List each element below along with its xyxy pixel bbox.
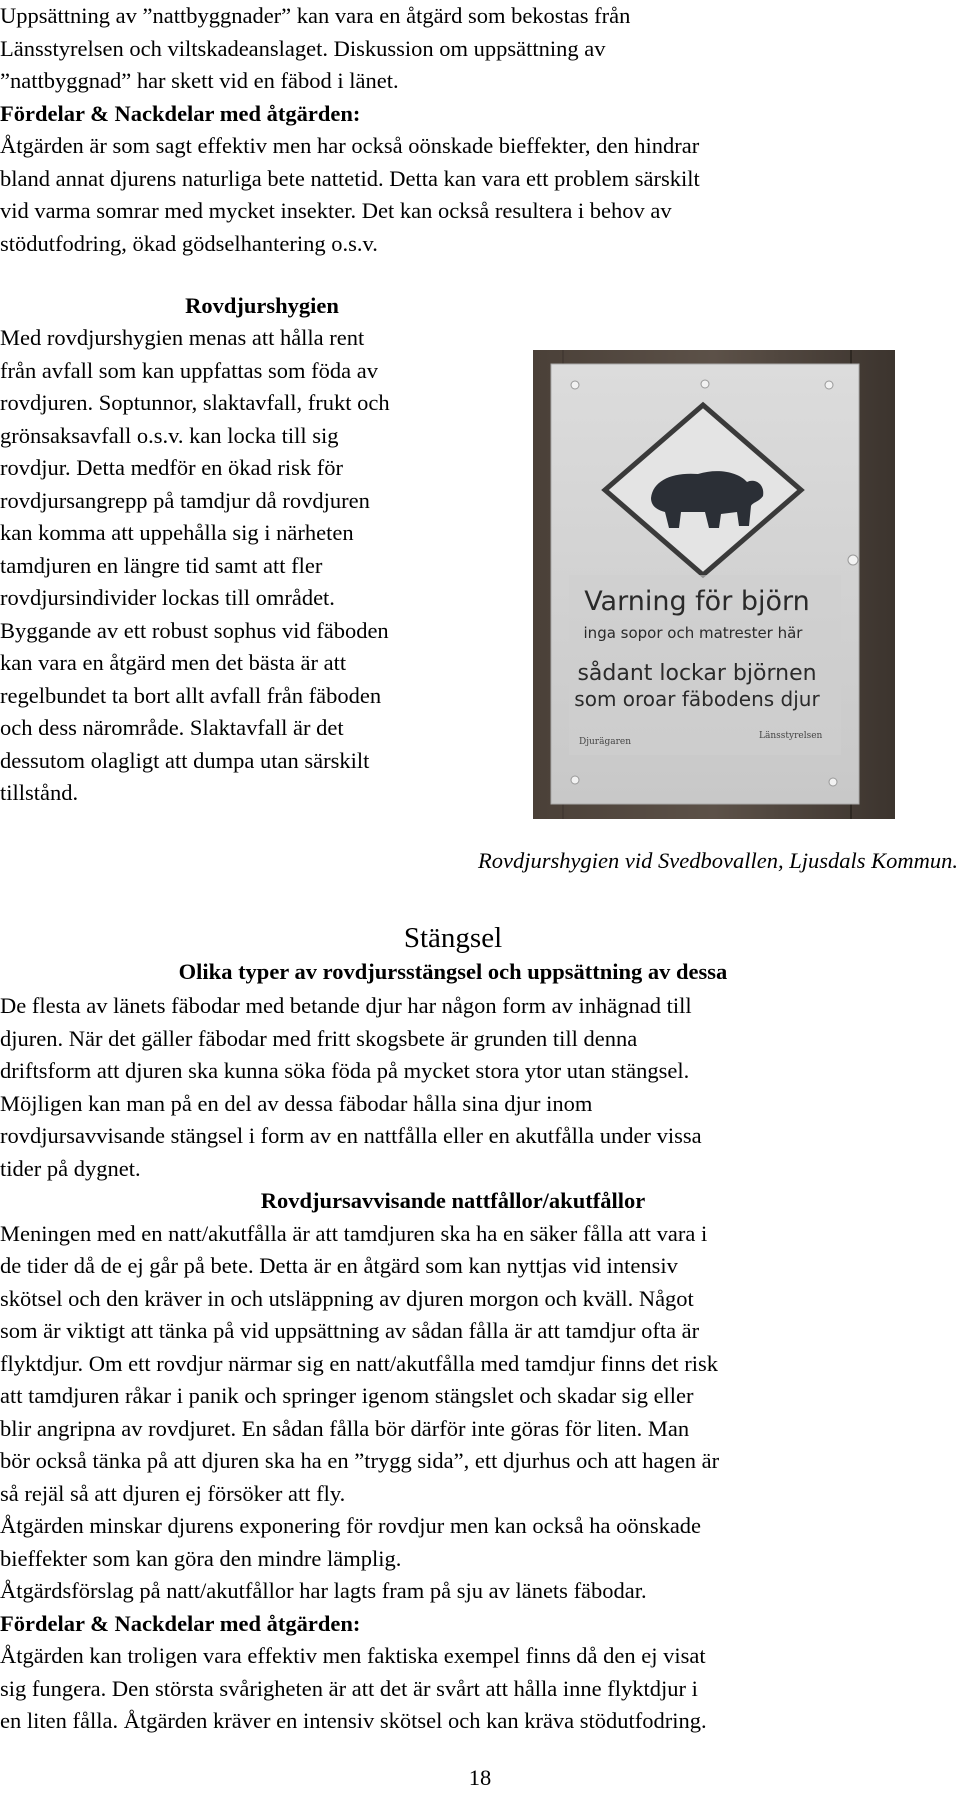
pros-cons-line: sig fungera. Den största svårigheten är att det är svårt att hålla inne flyktdjur i — [0, 1675, 698, 1701]
body-line: tider på dygnet. — [0, 1155, 141, 1181]
section-heading: Rovdjurshygien — [185, 293, 339, 318]
body-line: tillstånd. — [0, 780, 79, 805]
rovdjurshygien-body — [0, 322, 530, 810]
body-line: skötsel och den kräver in och utsläppning av djuren morgon och kväll. Något — [0, 1285, 694, 1311]
sign-title: Varning för björn — [584, 586, 810, 617]
pros-cons-line: bland annat djurens naturliga bete nattetid. Detta kan vara ett problem särskilt — [0, 165, 700, 191]
body-line: och dess närområde. Slaktavfall är det — [0, 715, 344, 740]
pros-cons-line: vid varma somrar med mycket insekter. Det kan också resultera i behov av — [0, 198, 672, 223]
pros-cons-line: Åtgärden kan troligen vara effektiv men faktiska exempel finns då den ej visat — [0, 1643, 706, 1668]
body-line: Åtgärden minskar djurens exponering för rovdjur men kan också ha oönskade — [0, 1513, 702, 1538]
body-line: driftsform att djuren ska kunna söka föda på mycket stora ytor utan stängsel. — [0, 1058, 690, 1083]
body-line: rovdjuren. Soptunnor, slaktavfall, frukt och — [0, 390, 390, 415]
body-line: grönsaksavfall o.s.v. kan locka till sig — [0, 422, 339, 448]
body-line: Med rovdjurshygien menas att hålla rent — [0, 325, 365, 350]
sign-footer-right: Länsstyrelsen — [759, 731, 823, 741]
section-title: Stängsel — [403, 922, 503, 954]
stangsel-section — [0, 920, 906, 988]
body-line: Meningen med en natt/akutfålla är att tamdjuren ska ha en säker fålla att vara i — [0, 1220, 708, 1246]
bear-warning-sign-photo — [533, 350, 895, 819]
page-number: 18 — [468, 1765, 492, 1790]
sign-line: som oroar fäbodens djur — [574, 687, 820, 711]
body-line: kan komma att uppehålla sig i närheten — [0, 520, 354, 545]
sign-line: sådant lockar björnen — [577, 661, 817, 686]
body-line: så rejäl så att djuren ej försöker att fly. — [0, 1480, 346, 1506]
intro-line: Länsstyrelsen och viltskadeanslaget. Diskussion om uppsättning av — [0, 35, 606, 61]
body-line: att tamdjuren råkar i panik och springer igenom stängslet och skadar sig eller — [0, 1383, 694, 1408]
body-line: kan vara en åtgärd men det bästa är att — [0, 650, 347, 675]
body-line: dessutom olagligt att dumpa utan särskilt — [0, 747, 370, 773]
body-line: bör också tänka på att djuren ska ha en ”trygg sida”, ett djurhus och att hagen är — [0, 1448, 720, 1473]
body-line: från avfall som kan uppfattas som föda av — [0, 357, 379, 383]
sign-footer-left: Djurägaren — [579, 737, 632, 747]
body-line: De flesta av länets fäbodar med betande djur har någon form av inhägnad till — [0, 993, 692, 1018]
body-line: rovdjursavvisande stängsel i form av en nattfålla eller en akutfålla under vissa — [0, 1123, 702, 1148]
body-line: Byggande av ett robust sophus vid fäboden — [0, 617, 389, 643]
stangsel-body — [0, 990, 960, 1738]
body-line: Möjligen kan man på en del av dessa fäbodar hålla sina djur inom — [0, 1090, 593, 1116]
body-line: bieffekter som kan göra den mindre lämplig. — [0, 1545, 402, 1571]
body-line: rovdjursangrepp på tamdjur då rovdjuren — [0, 487, 370, 513]
body-line: regelbundet ta bort allt avfall från fäboden — [0, 682, 382, 708]
body-line: rovdjur. Detta medför en ökad risk för — [0, 455, 344, 480]
section-subtitle: Olika typer av rovdjursstängsel och uppsättning av dessa — [178, 959, 728, 984]
body-line: djuren. När det gäller fäbodar med fritt skogsbete är grunden till denna — [0, 1025, 638, 1051]
body-line: flyktdjur. Om ett rovdjur närmar sig en natt/akutfålla med tamdjur finns det risk — [0, 1350, 718, 1376]
pros-cons-line: en liten fålla. Åtgärden kräver en intensiv skötsel och kan kräva stödutfodring. — [0, 1708, 707, 1733]
subsection-heading: Rovdjursavvisande nattfållor/akutfållor — [260, 1188, 646, 1213]
photo-caption: Rovdjurshygien vid Svedbovallen, Ljusdals Kommun. — [478, 848, 958, 873]
body-line: blir angripna av rovdjuret. En sådan fålla bör därför inte göras för liten. Man — [0, 1415, 690, 1441]
intro-line: Uppsättning av ”nattbyggnader” kan vara en åtgärd som bekostas från — [0, 3, 631, 28]
intro-paragraph — [0, 0, 700, 260]
intro-line: ”nattbyggnad” har skett vid en fäbod i länet. — [0, 68, 399, 93]
pros-cons-heading: Fördelar & Nackdelar med åtgärden: — [0, 1610, 361, 1636]
pros-cons-heading: Fördelar & Nackdelar med åtgärden: — [0, 100, 361, 126]
pros-cons-line: Åtgärden är som sagt effektiv men har också oönskade bieffekter, den hindrar — [0, 133, 700, 158]
rovdjurshygien-section — [0, 290, 524, 323]
sign-line: inga sopor och matrester här — [583, 624, 803, 642]
body-line: tamdjuren en längre tid samt att fler — [0, 552, 323, 578]
body-line: rovdjursindivider lockas till området. — [0, 585, 335, 610]
body-line: de tider då de ej går på bete. Detta är en åtgärd som kan nyttjas vid intensiv — [0, 1253, 678, 1278]
body-line: som är viktigt att tänka på vid uppsättning av sådan fålla är att tamdjur ofta är — [0, 1318, 700, 1343]
pros-cons-line: stödutfodring, ökad gödselhantering o.s.v. — [0, 230, 378, 256]
body-line: Åtgärdsförslag på natt/akutfållor har lagts fram på sju av länets fäbodar. — [0, 1578, 647, 1603]
